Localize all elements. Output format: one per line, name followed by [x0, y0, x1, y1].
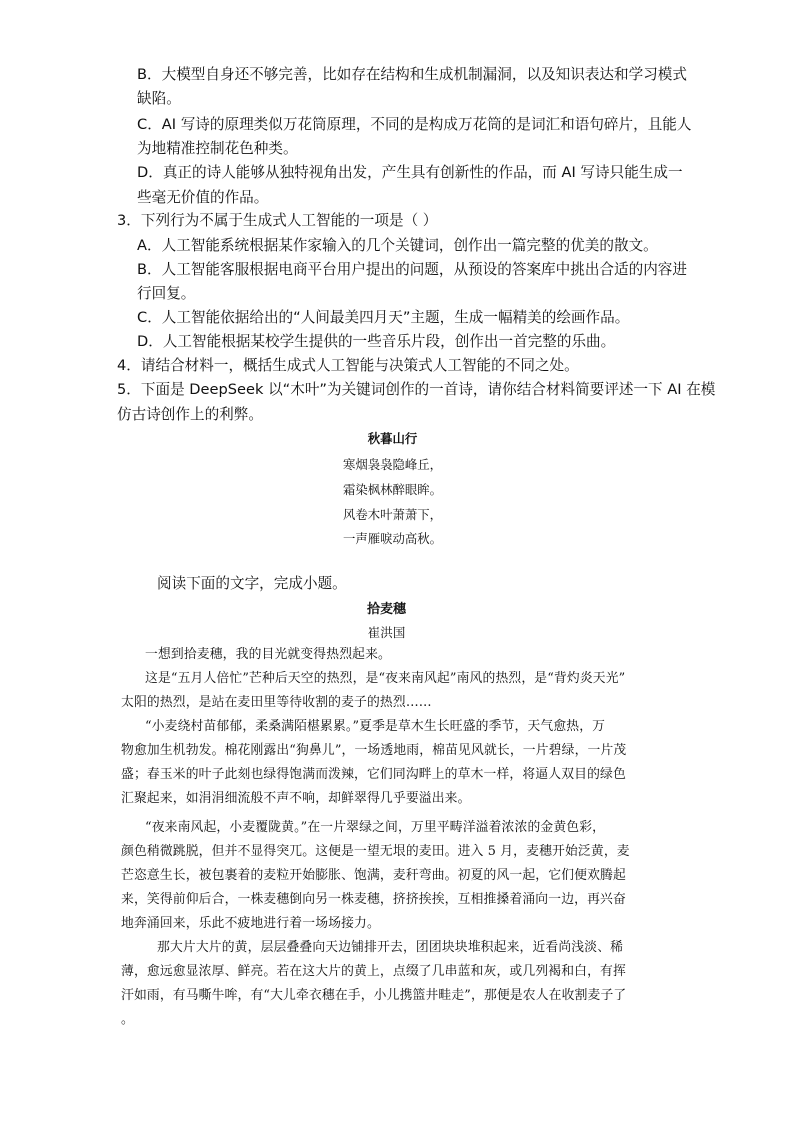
q2-option-b-line2: 缺陷。 [137, 90, 181, 107]
poem-line-4: 一声雁唳动高秋。 [342, 531, 443, 546]
q3-option-b-line2: 行回复。 [137, 285, 196, 302]
q3-stem: 3．下列行为不属于生成式人工智能的一项是（ ） [117, 212, 438, 229]
q2-option-d-line1: D．真正的诗人能够从独特视角出发，产生具有创新性的作品，而 AI 写诗只能生成一 [137, 164, 683, 181]
essay-line: 汗如雨，有马嘶牛哞，有“大儿牵衣穗在手，小儿携篮井畦走”，那便是农人在收割麦子了 [121, 988, 627, 1003]
essay-line: 来，笑得前仰后合，一株麦穗倒向另一株麦穗，挤挤挨挨，互相推搡着涌向一边，再兴奋 [121, 892, 626, 907]
poem-line-1: 寒烟袅袅隐峰丘， [342, 457, 443, 472]
reading-instruction: 阅读下面的文字，完成小题。 [157, 575, 347, 592]
q3-option-c: C．人工智能依据给出的“人间最美四月天”主题，生成一幅精美的绘画作品。 [137, 309, 630, 326]
q2-option-b-line1: B．大模型自身还不够完善，比如存在结构和生成机制漏洞，以及知识表达和学习模式 [137, 66, 687, 83]
q5-stem-line2: 仿古诗创作上的利弊。 [117, 406, 263, 423]
q3-option-d: D．人工智能根据某校学生提供的一些音乐片段，创作出一首完整的乐曲。 [137, 333, 616, 350]
q2-option-d-line2: 些毫无价值的作品。 [137, 189, 269, 206]
q3-option-a: A．人工智能系统根据某作家输入的几个关键词，创作出一篇完整的优美的散文。 [137, 237, 658, 254]
essay-line: 这是“五月人倍忙”芒种后天空的热烈，是“夜来南风起”南风的热烈，是“背灼炎天光” [145, 671, 626, 686]
essay-line: 那大片大片的黄，层层叠叠向天边铺排开去，团团块块堆积起来，近看尚浅淡、稀 [157, 940, 624, 955]
essay-line: 颜色稍微跳脱，但并不显得突兀。这便是一望无垠的麦田。进入 5 月，麦穗开始泛黄，麦 [121, 844, 630, 859]
q4-stem: 4．请结合材料一，概括生成式人工智能与决策式人工智能的不同之处。 [117, 357, 579, 374]
essay-line: “小麦绕村苗郁郁，柔桑满陌椹累累。”夏季是草木生长旺盛的季节，天气愈热，万 [145, 719, 606, 734]
q5-stem-line1: 5．下面是 DeepSeek 以“木叶”为关键词创作的一首诗，请你结合材料简要评述一下 AI 在模 [117, 381, 716, 398]
essay-author: 崔洪国 [367, 625, 406, 640]
essay-line: 。 [121, 1012, 134, 1027]
essay-line: 一想到拾麦穗，我的目光就变得热烈起来。 [145, 647, 391, 662]
essay-line: 物愈加生机勃发。棉花刚露出“狗鼻儿”，一场透地雨，棉苗见风就长，一片碧绿，一片茂 [121, 743, 627, 758]
essay-line: 汇聚起来，如涓涓细流般不声不响，却鲜翠得几乎要溢出来。 [121, 791, 471, 806]
essay-line: 薄，愈远愈显浓厚、鲜亮。若在这大片的黄上，点缀了几串蓝和灰，或几列褐和白，有挥 [121, 964, 626, 979]
essay-line: 太阳的热烈，是站在麦田里等待收割的麦子的热烈…… [121, 695, 432, 710]
poem-line-2: 霜染枫林醉眼眸。 [342, 482, 443, 497]
essay-title: 拾麦穗 [366, 602, 406, 617]
q2-option-c-line2: 为地精准控制花色种类。 [137, 140, 298, 157]
essay-line: 盛；春玉米的叶子此刻也绿得饱满而泼辣，它们同沟畔上的草木一样，将逼人双目的绿色 [121, 767, 626, 782]
q2-option-c-line1: C．AI 写诗的原理类似万花筒原理，不同的是构成万花筒的是词汇和语句碎片，且能人 [137, 116, 692, 133]
essay-line: “夜来南风起，小麦覆陇黄。”在一片翠绿之间，万里平畴洋溢着浓浓的金黄色彩， [145, 820, 606, 835]
essay-line: 地奔涌回来，乐此不疲地进行着一场场接力。 [121, 916, 380, 931]
q3-option-b-line1: B．人工智能客服根据电商平台用户提出的问题，从预设的答案库中挑出合适的内容进 [137, 261, 687, 278]
poem-line-3: 风卷木叶萧萧下， [342, 507, 443, 522]
essay-line: 芒恣意生长，被包裹着的麦粒开始膨胀、饱满，麦秆弯曲。初夏的风一起，它们便欢腾起 [121, 868, 626, 883]
poem-title: 秋暮山行 [367, 431, 418, 446]
